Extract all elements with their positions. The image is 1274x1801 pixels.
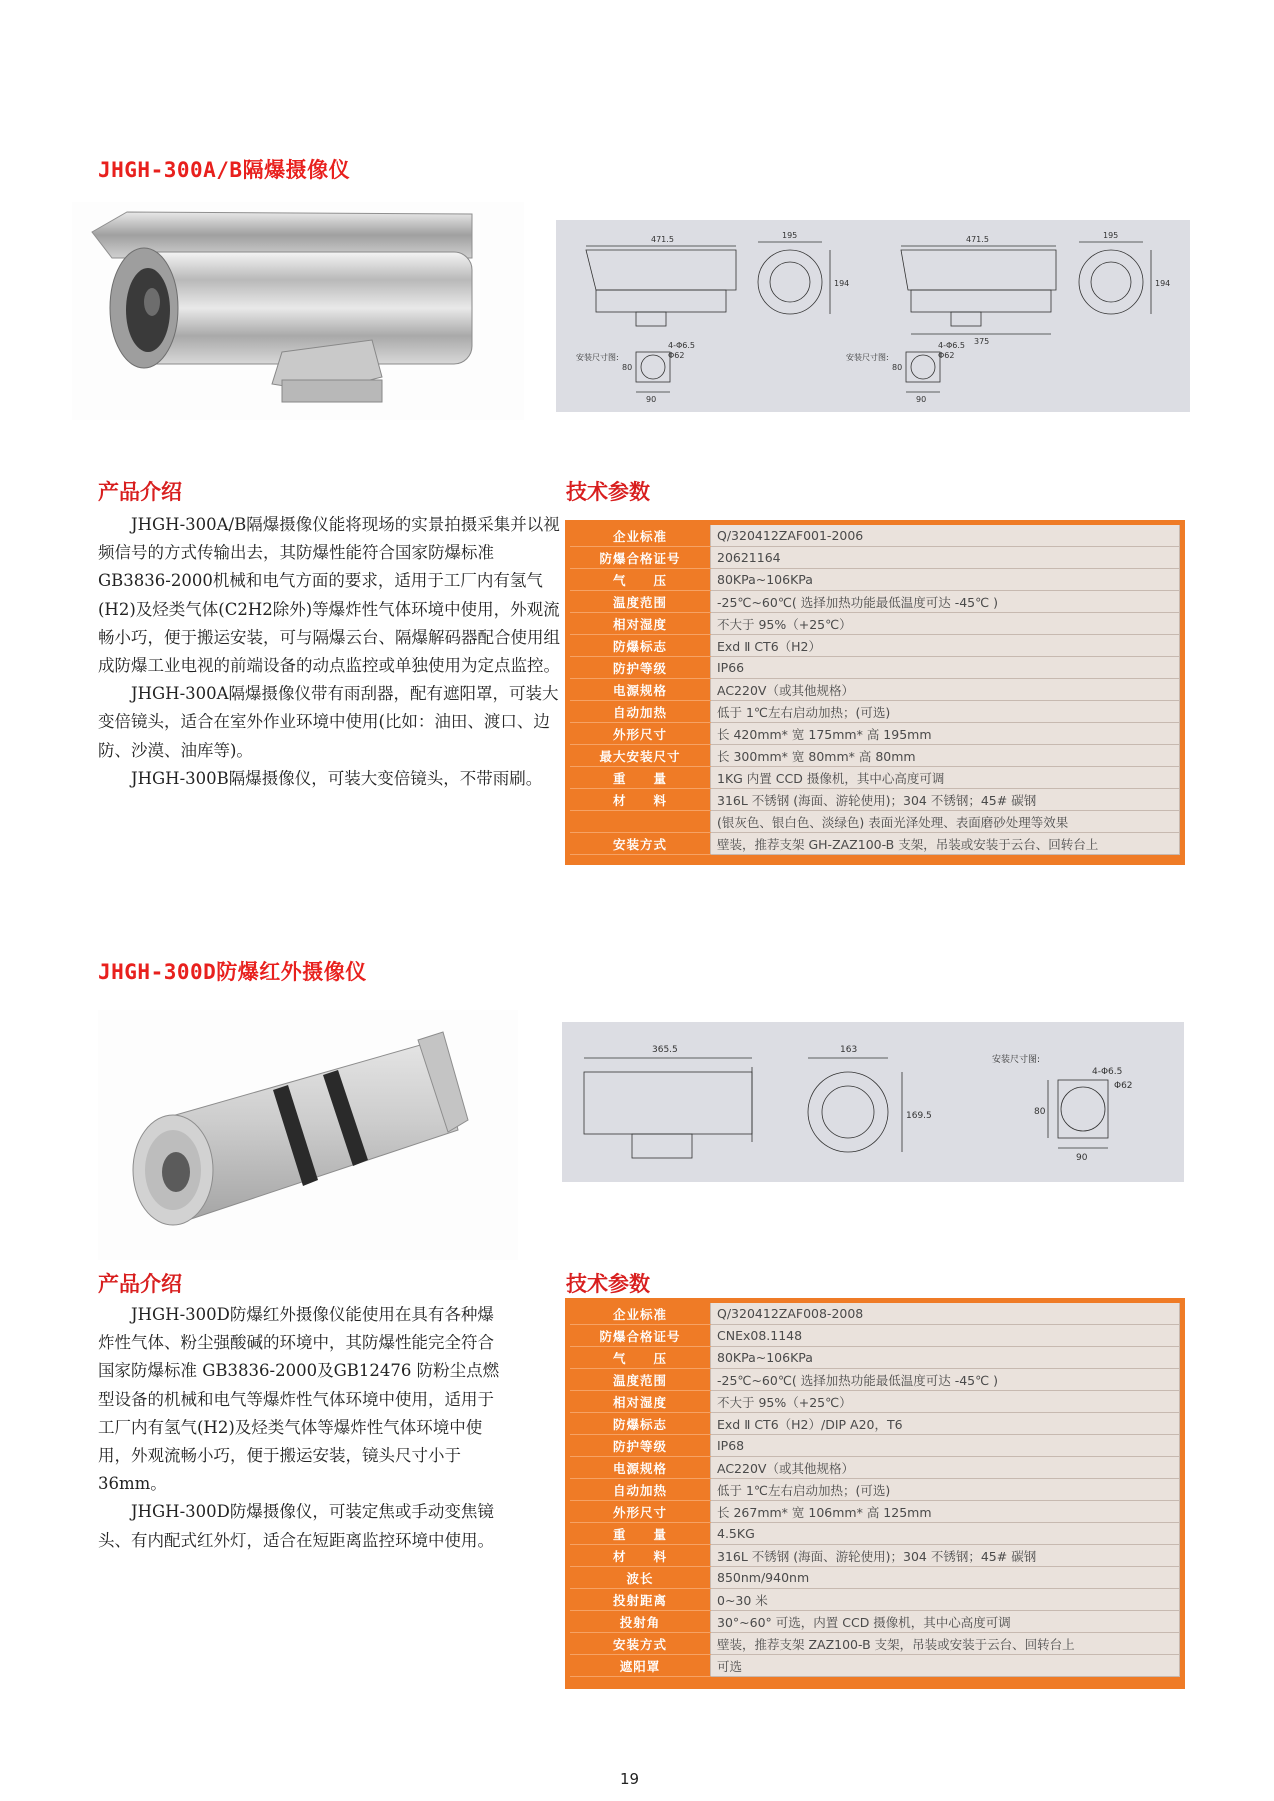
- spec-value: 80KPa~106KPa: [711, 1347, 1180, 1369]
- mount-dia-b: Φ62: [938, 351, 955, 360]
- spec-row: [570, 1523, 1180, 1545]
- specs-heading: 技术参数: [566, 1272, 650, 1296]
- product-title: JHGH-300D防爆红外摄像仪: [98, 960, 367, 984]
- spec-value: -25℃~60℃( 选择加热功能最低温度可达 -45℃ ): [711, 1369, 1180, 1391]
- spec-key: 安装方式: [570, 833, 711, 855]
- mount-dia-a: Φ62: [668, 351, 685, 360]
- spec-table-300ab: [570, 525, 1180, 855]
- intro-paragraph: JHGH-300A隔爆摄像仪带有雨刮器，配有遮阳罩，可装大变倍镜头，适合在室外作业环境中使用(比如：油田、渡口、边防、沙漠、油库等)。: [98, 684, 559, 760]
- spec-key: 相对湿度: [570, 613, 711, 635]
- spec-row: [570, 1325, 1180, 1347]
- dimension-drawing-svg: [556, 220, 1190, 412]
- spec-value: IP68: [711, 1435, 1180, 1457]
- spec-value: 850nm/940nm: [711, 1567, 1180, 1589]
- spec-key: [570, 811, 711, 833]
- spec-value: 30°~60° 可选，内置 CCD 摄像机，其中心高度可调: [711, 1611, 1180, 1633]
- spec-row: [570, 635, 1180, 657]
- spec-row: [570, 1479, 1180, 1501]
- spec-row: [570, 1369, 1180, 1391]
- spec-key: 电源规格: [570, 679, 711, 701]
- spec-row: [570, 657, 1180, 679]
- product-intro: [98, 1301, 510, 1555]
- spec-key: 温度范围: [570, 1369, 711, 1391]
- spec-value: 1KG 内置 CCD 摄像机，其中心高度可调: [711, 767, 1180, 789]
- mount-hole-a: 4-Φ6.5: [668, 341, 695, 350]
- spec-value: AC220V（或其他规格）: [711, 679, 1180, 701]
- spec-value: 不大于 95%（+25℃）: [711, 613, 1180, 635]
- product-photo-300ab: [72, 202, 524, 420]
- mount-label-b: 安装尺寸图:: [846, 353, 889, 362]
- spec-key: 防爆合格证号: [570, 1325, 711, 1347]
- spec-row: [570, 547, 1180, 569]
- spec-value: -25℃~60℃( 选择加热功能最低温度可达 -45℃ ): [711, 591, 1180, 613]
- page-number: 19: [620, 1770, 640, 1788]
- spec-row: [570, 1435, 1180, 1457]
- spec-key: 企业标准: [570, 525, 711, 547]
- spec-value: CNEx08.1148: [711, 1325, 1180, 1347]
- spec-value: 壁装，推荐支架 GH-ZAZ100-B 支架，吊装或安装于云台、回转台上: [711, 833, 1180, 855]
- spec-key: 重 量: [570, 767, 711, 789]
- spec-value: 80KPa~106KPa: [711, 569, 1180, 591]
- spec-row: [570, 1303, 1180, 1325]
- dim-height-b: 194: [1155, 279, 1171, 288]
- spec-value: 不大于 95%（+25℃）: [711, 1391, 1180, 1413]
- spec-value: AC220V（或其他规格）: [711, 1457, 1180, 1479]
- spec-key: 最大安装尺寸: [570, 745, 711, 767]
- specs-heading: 技术参数: [566, 480, 650, 504]
- spec-value: 长 300mm* 宽 80mm* 高 80mm: [711, 745, 1180, 767]
- dim-length: 365.5: [652, 1045, 678, 1055]
- spec-table-300d: [570, 1303, 1180, 1677]
- intro-paragraph: JHGH-300D防爆摄像仪，可装定焦或手动变焦镜头、有内配式红外灯，适合在短距离监控环境中使用。: [98, 1502, 494, 1550]
- spec-key: 防护等级: [570, 657, 711, 679]
- spec-value: 316L 不锈钢 (海面、游轮使用)；304 不锈钢；45# 碳钢: [711, 789, 1180, 811]
- dim-length-a: 471.5: [651, 235, 674, 244]
- dim-width-a: 195: [782, 231, 798, 240]
- dim-width: 163: [840, 1045, 858, 1055]
- spec-key: 外形尺寸: [570, 723, 711, 745]
- spec-row: [570, 745, 1180, 767]
- spec-key: 相对湿度: [570, 1391, 711, 1413]
- mount-h: 80: [1034, 1107, 1046, 1117]
- spec-value: 20621164: [711, 547, 1180, 569]
- product-title: JHGH-300A/B隔爆摄像仪: [98, 158, 351, 182]
- spec-key: 防爆标志: [570, 635, 711, 657]
- spec-row: [570, 1567, 1180, 1589]
- mount-h-a: 80: [622, 363, 633, 372]
- spec-row: [570, 811, 1180, 833]
- spec-row: [570, 701, 1180, 723]
- spec-row: [570, 1457, 1180, 1479]
- intro-heading: 产品介绍: [98, 480, 182, 504]
- spec-row: [570, 591, 1180, 613]
- spec-row: [570, 767, 1180, 789]
- dim-length-b: 471.5: [966, 235, 989, 244]
- spec-key: 材 料: [570, 1545, 711, 1567]
- spec-key: 遮阳罩: [570, 1655, 711, 1677]
- intro-paragraph: JHGH-300D防爆红外摄像仪能使用在具有各种爆炸性气体、粉尘强酸碱的环境中，其防爆性能完全符合国家防爆标准 GB3836-2000及GB12476 防粉尘点燃型设备的机械和电气等爆炸性气体环境中使用，适用于工厂内有氢气(H2)及烃类气体等爆炸性气体环境中使用，外观流畅小巧，便于搬运安装，镜头尺寸小于36mm。: [98, 1305, 500, 1494]
- mount-dia: Φ62: [1114, 1081, 1133, 1091]
- spec-value: 4.5KG: [711, 1523, 1180, 1545]
- spec-key: 自动加热: [570, 701, 711, 723]
- spec-value: 可选: [711, 1655, 1180, 1677]
- spec-key: 波长: [570, 1567, 711, 1589]
- dim-base-b: 375: [974, 337, 990, 346]
- spec-row: [570, 613, 1180, 635]
- spec-key: 防爆合格证号: [570, 547, 711, 569]
- spec-row: [570, 679, 1180, 701]
- spec-value: 316L 不锈钢 (海面、游轮使用)；304 不锈钢；45# 碳钢: [711, 1545, 1180, 1567]
- spec-row: [570, 569, 1180, 591]
- dimension-drawing-svg: [562, 1022, 1184, 1182]
- ir-camera-image: [98, 1010, 518, 1260]
- dimension-drawing-300d: [562, 1022, 1184, 1182]
- spec-value: Exd Ⅱ CT6（H2）/DIP A20，T6: [711, 1413, 1180, 1435]
- spec-key: 自动加热: [570, 1479, 711, 1501]
- dimension-drawing-300ab: [556, 220, 1190, 412]
- mount-w: 90: [1076, 1153, 1088, 1163]
- spec-row: [570, 525, 1180, 547]
- spec-value: (银灰色、银白色、淡绿色) 表面光泽处理、表面磨砂处理等效果: [711, 811, 1180, 833]
- spec-key: 气 压: [570, 1347, 711, 1369]
- spec-row: [570, 789, 1180, 811]
- mount-hole: 4-Φ6.5: [1092, 1067, 1123, 1077]
- spec-row: [570, 1545, 1180, 1567]
- spec-value: Q/320412ZAF008-2008: [711, 1303, 1180, 1325]
- mount-label: 安装尺寸图:: [992, 1055, 1041, 1065]
- spec-key: 重 量: [570, 1523, 711, 1545]
- mount-w-a: 90: [646, 395, 657, 404]
- spec-key: 投射角: [570, 1611, 711, 1633]
- intro-paragraph: JHGH-300A/B隔爆摄像仪能将现场的实景拍摄采集并以视频信号的方式传输出去，其防爆性能符合国家防爆标准 GB3836-2000机械和电气方面的要求，适用于工厂内有氢气(H2)及烃类气体(C2H2除外)等爆炸性气体环境中使用，外观流畅小巧，便于搬运安装，可与隔爆云台、隔爆解码器配合使用组成防爆工业电视的前端设备的动点监控或单独使用为定点监控。: [98, 515, 560, 676]
- spec-row: [570, 1501, 1180, 1523]
- spec-row: [570, 1413, 1180, 1435]
- spec-key: 材 料: [570, 789, 711, 811]
- spec-key: 电源规格: [570, 1457, 711, 1479]
- product-intro: [98, 511, 560, 793]
- spec-row: [570, 1589, 1180, 1611]
- mount-h-b: 80: [892, 363, 903, 372]
- spec-row: [570, 1347, 1180, 1369]
- spec-key: 防爆标志: [570, 1413, 711, 1435]
- spec-value: Q/320412ZAF001-2006: [711, 525, 1180, 547]
- intro-heading: 产品介绍: [98, 1272, 182, 1296]
- spec-row: [570, 1611, 1180, 1633]
- dim-width-b: 195: [1103, 231, 1119, 240]
- spec-key: 安装方式: [570, 1633, 711, 1655]
- spec-value: IP66: [711, 657, 1180, 679]
- spec-row: [570, 723, 1180, 745]
- spec-row: [570, 1633, 1180, 1655]
- camera-housing-image: [72, 202, 524, 420]
- spec-key: 投射距离: [570, 1589, 711, 1611]
- dim-height: 169.5: [906, 1111, 932, 1121]
- spec-value: Exd Ⅱ CT6（H2）: [711, 635, 1180, 657]
- spec-key: 企业标准: [570, 1303, 711, 1325]
- mount-hole-b: 4-Φ6.5: [938, 341, 965, 350]
- spec-value: 0~30 米: [711, 1589, 1180, 1611]
- product-photo-300d: [98, 1010, 518, 1260]
- spec-key: 气 压: [570, 569, 711, 591]
- spec-row: [570, 833, 1180, 855]
- spec-value: 壁装，推荐支架 ZAZ100-B 支架，吊装或安装于云台、回转台上: [711, 1633, 1180, 1655]
- mount-w-b: 90: [916, 395, 927, 404]
- spec-value: 低于 1℃左右启动加热；(可选): [711, 1479, 1180, 1501]
- mount-label-a: 安装尺寸图:: [576, 353, 619, 362]
- spec-value: 长 420mm* 宽 175mm* 高 195mm: [711, 723, 1180, 745]
- dim-height-a: 194: [834, 279, 850, 288]
- spec-value: 长 267mm* 宽 106mm* 高 125mm: [711, 1501, 1180, 1523]
- spec-key: 外形尺寸: [570, 1501, 711, 1523]
- spec-row: [570, 1391, 1180, 1413]
- spec-key: 防护等级: [570, 1435, 711, 1457]
- spec-row: [570, 1655, 1180, 1677]
- intro-paragraph: JHGH-300B隔爆摄像仪，可装大变倍镜头，不带雨刷。: [131, 768, 543, 788]
- spec-key: 温度范围: [570, 591, 711, 613]
- spec-value: 低于 1℃左右启动加热；(可选): [711, 701, 1180, 723]
